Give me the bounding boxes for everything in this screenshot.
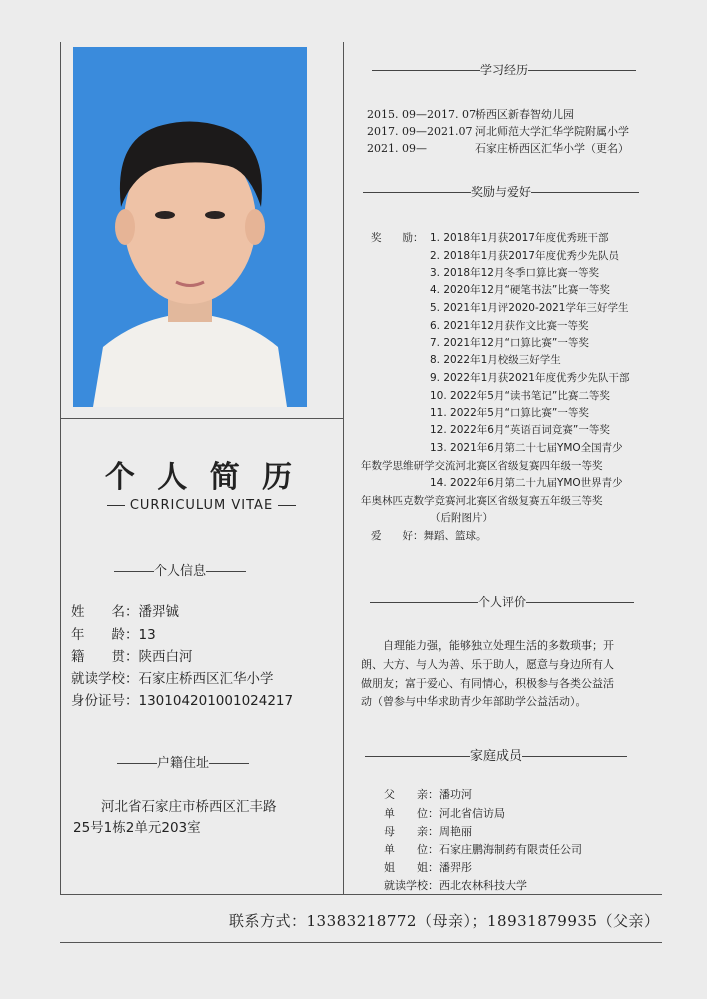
award-item: 9. 2022年1月获2021年度优秀少先队干部 bbox=[430, 372, 630, 384]
awards-label: 奖 励： bbox=[371, 232, 424, 244]
footer-bottom-rule bbox=[60, 942, 662, 943]
family-value: 潘羿彤 bbox=[439, 861, 472, 874]
info-school-label: 就读学校： bbox=[71, 671, 139, 687]
awards-header-text: 奖励与爱好 bbox=[471, 185, 532, 199]
family-header-text: 家庭成员 bbox=[470, 749, 523, 764]
award-item: 14. 2022年6月第二十九届YMO世界青少 bbox=[430, 477, 623, 489]
education-header-text: 学习经历 bbox=[480, 63, 529, 77]
family-label: 就读学校： bbox=[384, 879, 439, 892]
info-age-value: 13 bbox=[138, 627, 156, 643]
award-item: 8. 2022年1月校级三好学生 bbox=[430, 354, 561, 366]
hobby-value: 舞蹈、篮球。 bbox=[423, 530, 487, 542]
info-school bbox=[71, 667, 274, 687]
award-item: 12. 2022年6月“英语百词竞赛”一等奖 bbox=[430, 424, 610, 436]
family-row bbox=[384, 877, 527, 893]
evaluation-line: 做朋友；富于爱心、有同情心，积极参与各类公益活 bbox=[361, 677, 614, 690]
family-value: 河北省信访局 bbox=[439, 807, 505, 820]
award-item: 5. 2021年1月评2020-2021学年三好学生 bbox=[430, 302, 629, 314]
award-item: 10. 2022年5月“读书笔记”比赛二等奖 bbox=[430, 390, 610, 402]
evaluation-header-text: 个人评价 bbox=[478, 595, 527, 609]
education-header bbox=[372, 61, 636, 78]
center-divider bbox=[343, 42, 344, 894]
evaluation-line: 自理能力强，能够独立处理生活的多数琐事；开 bbox=[383, 639, 614, 652]
info-hometown-label: 籍 贯： bbox=[71, 649, 139, 665]
family-value: 石家庄鹏海制药有限责任公司 bbox=[439, 843, 582, 856]
family-label: 姐 姐： bbox=[384, 861, 439, 874]
family-value: 潘功河 bbox=[439, 788, 472, 801]
photo-bottom-rule bbox=[60, 418, 343, 419]
award-item: 4. 2020年12月“硬笔书法”比赛一等奖 bbox=[430, 284, 610, 296]
address-line-2: 25号1栋2单元203室 bbox=[73, 820, 201, 836]
award-item-continued: 年奥林匹克数学竞赛河北赛区省级复赛五年级三等奖 bbox=[361, 495, 603, 507]
info-school-value: 石家庄桥西区汇华小学 bbox=[138, 671, 274, 687]
resume-title: 个 人 简 历 bbox=[104, 460, 299, 495]
award-item-continued: 年数学思维研学交流河北赛区省级复赛四年级一等奖 bbox=[361, 460, 603, 472]
address-line-1: 河北省石家庄市桥西区汇丰路 bbox=[101, 799, 277, 815]
resume-subtitle bbox=[60, 498, 343, 513]
hobby-label: 爱 好： bbox=[371, 530, 424, 542]
education-school: 桥西区新春智幼儿园 bbox=[475, 108, 574, 121]
info-name bbox=[71, 600, 179, 620]
info-hometown bbox=[71, 645, 193, 665]
evaluation-header bbox=[370, 593, 634, 610]
education-date: 2021. 09— bbox=[367, 142, 427, 155]
awards-header bbox=[363, 183, 639, 200]
award-item: 13. 2021年6月第二十七届YMO全国青少 bbox=[430, 442, 623, 454]
info-age bbox=[71, 623, 156, 643]
family-row bbox=[384, 841, 582, 857]
award-item: 1. 2018年1月获2017年度优秀班干部 bbox=[430, 232, 609, 244]
education-row bbox=[367, 106, 574, 122]
award-item: 11. 2022年5月“口算比赛”一等奖 bbox=[430, 407, 589, 419]
award-item: 2. 2018年1月获2017年度优秀少先队员 bbox=[430, 250, 619, 262]
family-row bbox=[384, 859, 472, 875]
award-item: 6. 2021年12月获作文比赛一等奖 bbox=[430, 320, 589, 332]
resume-subtitle-text: CURRICULUM VITAE bbox=[129, 498, 274, 513]
award-item: 3. 2018年12月冬季口算比赛一等奖 bbox=[430, 267, 599, 279]
family-header bbox=[365, 745, 627, 764]
evaluation-line: 动（曾参与中华求助青少年部助学公益活动）。 bbox=[361, 695, 587, 708]
family-label: 单 位： bbox=[384, 807, 439, 820]
education-school: 石家庄桥西区汇华小学（更名） bbox=[475, 142, 629, 155]
award-item: 7. 2021年12月“口算比赛”一等奖 bbox=[430, 337, 589, 349]
info-hometown-value: 陕西白河 bbox=[138, 649, 193, 665]
award-note: （后附图片） bbox=[430, 512, 493, 524]
family-label: 母 亲： bbox=[384, 825, 439, 838]
main-bottom-rule bbox=[60, 894, 662, 895]
profile-photo bbox=[73, 47, 307, 407]
family-row bbox=[384, 786, 472, 802]
education-date: 2017. 09—2021.07 bbox=[367, 125, 473, 138]
info-age-label: 年 龄： bbox=[71, 627, 139, 643]
education-row bbox=[367, 140, 629, 156]
info-id bbox=[71, 689, 293, 709]
contact-info: 联系方式：13383218772（母亲）；18931879935（父亲） bbox=[229, 912, 660, 930]
family-value: 西北农林科技大学 bbox=[439, 879, 527, 892]
evaluation-line: 朗、大方、与人为善、乐于助人，愿意与身边所有人 bbox=[361, 658, 614, 671]
education-school: 河北师范大学汇华学院附属小学 bbox=[475, 125, 629, 138]
info-id-label: 身份证号： bbox=[71, 693, 139, 709]
info-id-value: 130104201001024217 bbox=[138, 693, 294, 709]
education-row bbox=[367, 123, 629, 139]
family-row bbox=[384, 805, 505, 821]
family-row bbox=[384, 823, 472, 839]
hobby-row bbox=[371, 528, 487, 543]
family-label: 父 亲： bbox=[384, 788, 439, 801]
info-name-value: 潘羿铖 bbox=[138, 604, 179, 620]
address-header-text: 户籍住址 bbox=[157, 756, 210, 771]
address-header bbox=[117, 752, 249, 771]
family-value: 周艳丽 bbox=[439, 825, 472, 838]
personal-info-header-text: 个人信息 bbox=[154, 564, 207, 579]
family-label: 单 位： bbox=[384, 843, 439, 856]
info-name-label: 姓 名： bbox=[71, 604, 139, 620]
education-date: 2015. 09—2017. 07 bbox=[367, 108, 476, 121]
personal-info-header bbox=[114, 560, 246, 579]
